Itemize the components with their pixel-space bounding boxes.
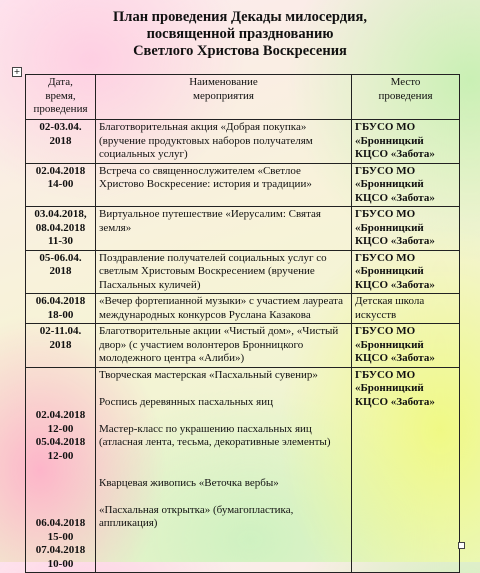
row-place: ГБУСО МО «Бронницкий КЦСО «Забота» <box>352 163 460 207</box>
workshop-item: Мастер-класс по украшению пасхальных яиц (атласная лента, тесьма, декоративные элементы) <box>99 422 331 448</box>
row-date: 02-03.04. 2018 <box>26 120 96 164</box>
table-resize-handle-icon[interactable] <box>458 542 465 549</box>
table-row <box>26 324 460 368</box>
row-place: ГБУСО МО «Бронницкий КЦСО «Забота» <box>352 250 460 294</box>
row-event <box>96 367 352 573</box>
table-header-row <box>26 75 460 120</box>
table-row <box>26 207 460 251</box>
row-place: Детская школа искусств <box>352 294 460 324</box>
workshop-item: «Пасхальная открытка» (бумагопластика, аппликация) <box>99 503 294 529</box>
row-date: 06.04.2018 18-00 <box>26 294 96 324</box>
header-date: Дата, время, проведения <box>26 75 96 120</box>
row-event: Благотворительные акции «Чистый дом», «Чистый двор» (с участием волонтеров Бронницкого молодежного центра «Алиби») <box>96 324 352 368</box>
row-date: 02.04.2018 14-00 <box>26 163 96 207</box>
row-date: 03.04.2018, 08.04.2018 11-30 <box>26 207 96 251</box>
row-date: 02.04.2018 12-00 05.04.2018 12-00 06.04.2018 15-00 07.04.2018 10-00 <box>26 367 96 573</box>
table-row <box>26 120 460 164</box>
header-event: Наименование мероприятия <box>96 75 352 120</box>
workshop-item: Кварцевая живопись «Веточка вербы» <box>99 476 279 489</box>
row-event: «Вечер фортепианной музыки» с участием лауреата международных конкурсов Руслана Казакова <box>96 294 352 324</box>
document-title <box>0 9 480 60</box>
row-place: ГБУСО МО «Бронницкий КЦСО «Забота» <box>352 367 460 573</box>
table-row <box>26 163 460 207</box>
row-event: Виртуальное путешествие «Иерусалим: Святая земля» <box>96 207 352 251</box>
events-table <box>25 74 460 573</box>
row-place: ГБУСО МО «Бронницкий КЦСО «Забота» <box>352 324 460 368</box>
title-line-3: Светлого Христова Воскресения <box>133 43 347 59</box>
title-line-1: План проведения Декады милосердия, <box>113 9 367 25</box>
row-place: ГБУСО МО «Бронницкий КЦСО «Забота» <box>352 207 460 251</box>
row-event: Поздравление получателей социальных услуг со светлым Христовым Воскресением (вручение Пасхальных куличей) <box>96 250 352 294</box>
row-place: ГБУСО МО «Бронницкий КЦСО «Забота» <box>352 120 460 164</box>
row-event: Благотворительная акция «Добрая покупка» (вручение продуктовых наборов получателям социальных услуг) <box>96 120 352 164</box>
table-move-handle-icon[interactable]: + <box>13 67 21 76</box>
row-date: 05-06.04. 2018 <box>26 250 96 294</box>
row-event: Встреча со священнослужителем «Светлое Христово Воскресение: история и традиции» <box>96 163 352 207</box>
workshop-heading: Творческая мастерская «Пасхальный сувенир» <box>99 368 318 381</box>
row-date: 02-11.04. 2018 <box>26 324 96 368</box>
table-row <box>26 250 460 294</box>
table-row <box>26 294 460 324</box>
header-place: Место проведения <box>352 75 460 120</box>
title-line-2: посвященной празднованию <box>146 26 334 42</box>
table-row-workshop <box>26 367 460 573</box>
workshop-item: Роспись деревянных пасхальных яиц <box>99 395 274 408</box>
